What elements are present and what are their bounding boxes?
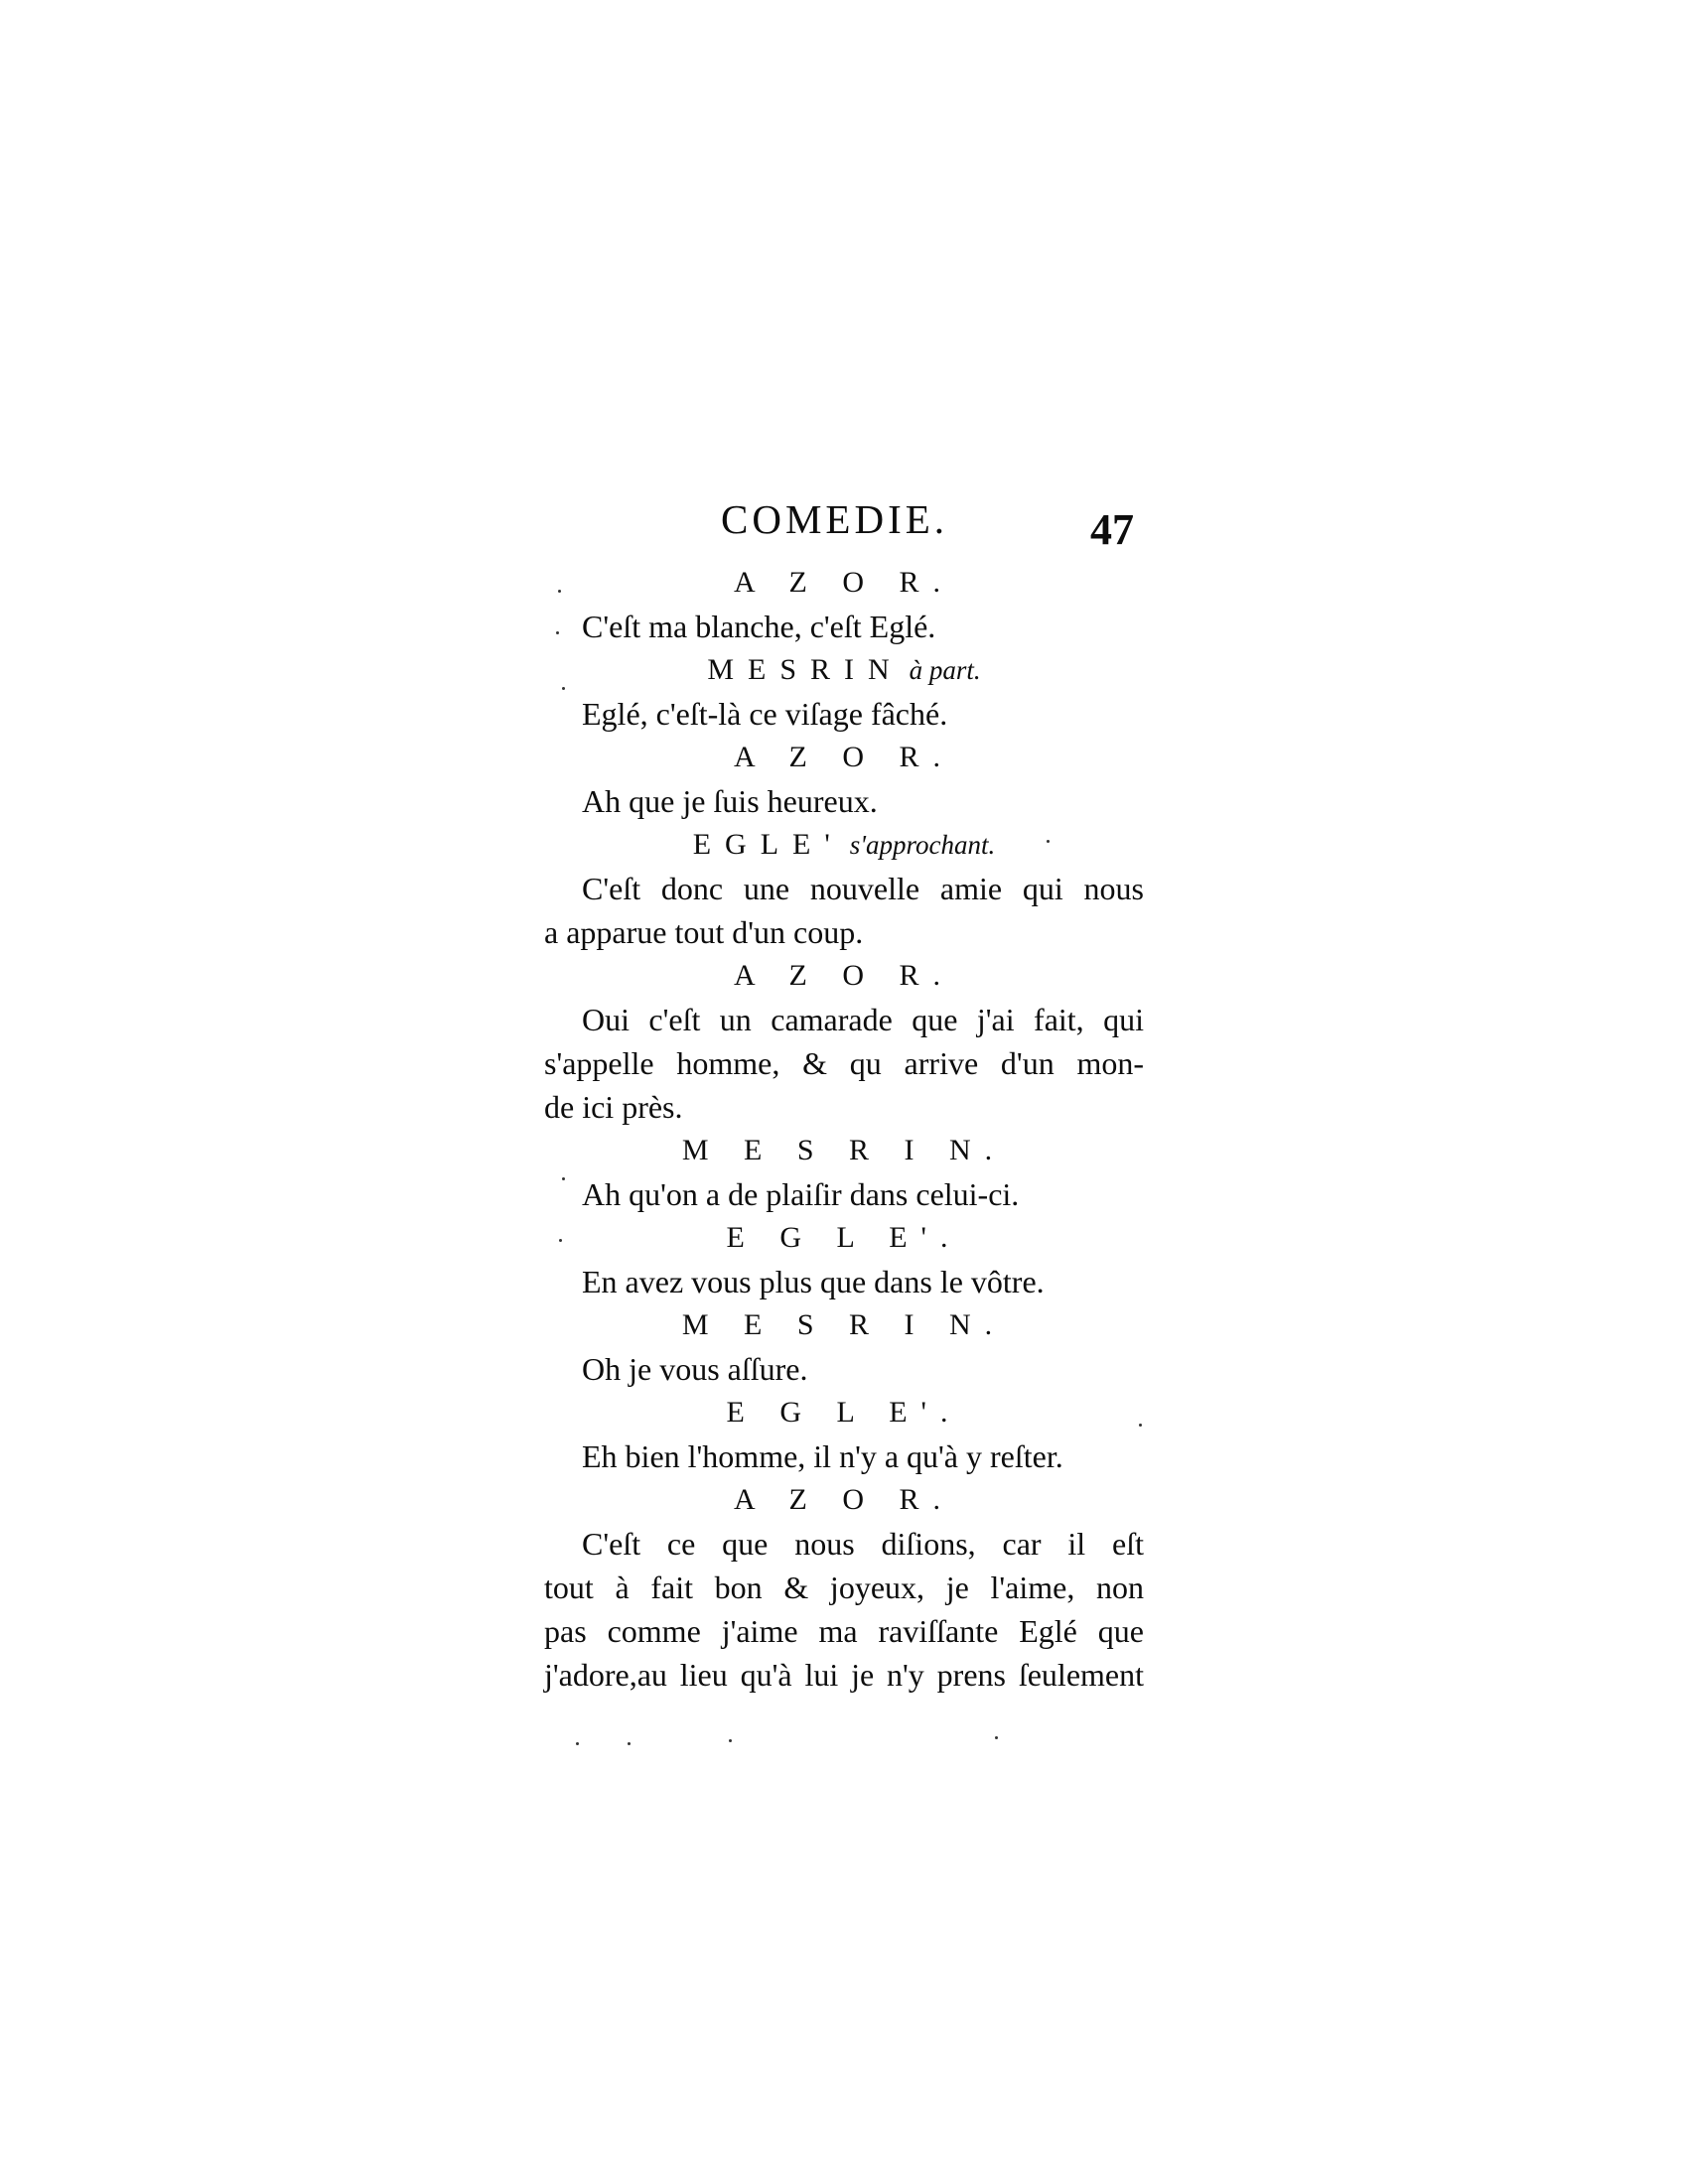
speech (544, 692, 1144, 736)
speaker-heading (544, 561, 1144, 605)
scan-speck (562, 1177, 565, 1180)
speech-line: C'eſt donc une nouvelle amie qui nous (582, 871, 1144, 906)
running-head: COMEDIE. (721, 496, 949, 542)
speech-line: Ah qu'on a de plaiſir dans celui-ci. (582, 1176, 1020, 1212)
speech-line: s'appelle homme, & qu arrive d'un mon- (544, 1045, 1144, 1081)
scan-speck (995, 1736, 998, 1739)
stage-direction: à part. (909, 655, 981, 685)
speaker-heading (544, 648, 1144, 692)
speech-line: C'eſt ce que nous diſions, car il eſt (582, 1526, 1144, 1562)
speaker-name: M E S R I N. (681, 1308, 1007, 1341)
speech-line: j'adore,au lieu qu'à lui je n'y prens ſeulement (544, 1657, 1144, 1693)
speaker-name: MESRIN (707, 653, 904, 686)
speech-line: Ah que je ſuis heureux. (582, 783, 878, 819)
speech (544, 867, 1144, 954)
stage-direction: s'approchant. (849, 830, 996, 860)
speech (544, 1434, 1144, 1478)
speech-line: de ici près. (544, 1089, 683, 1125)
speech-line: a apparue tout d'un coup. (544, 914, 864, 950)
speaker-name: A Z O R. (733, 959, 954, 992)
speaker-name: E G L E'. (726, 1396, 962, 1429)
dialogue-block (544, 561, 1144, 1697)
scan-speck (559, 1239, 562, 1242)
speaker-heading (544, 1391, 1144, 1434)
scan-speck (556, 631, 559, 634)
speaker-heading (544, 823, 1144, 867)
speech (544, 779, 1144, 823)
scan-speck (576, 1742, 579, 1745)
scan-speck (1047, 840, 1050, 843)
speech-line: tout à fait bon & joyeux, je l'aime, non (544, 1570, 1144, 1605)
scan-speck (628, 1742, 631, 1745)
speech-line: Eglé, c'eſt-là ce viſage fâché. (582, 696, 948, 732)
speech-line: C'eſt ma blanche, c'eſt Eglé. (582, 609, 936, 644)
scan-speck (562, 687, 565, 690)
speaker-heading (544, 1129, 1144, 1172)
speaker-name: EGLE' (692, 828, 844, 861)
speech (544, 1172, 1144, 1216)
speaker-heading (544, 736, 1144, 779)
speaker-name: M E S R I N. (681, 1134, 1007, 1166)
speech-line: En avez vous plus que dans le vôtre. (582, 1264, 1045, 1299)
speaker-name: E G L E'. (726, 1221, 962, 1254)
speaker-heading (544, 1478, 1144, 1522)
speech-line: pas comme j'aime ma raviſſante Eglé que (544, 1613, 1144, 1649)
speaker-heading (544, 1303, 1144, 1347)
speaker-heading (544, 1216, 1144, 1260)
speech (544, 605, 1144, 648)
speech-line: Eh bien l'homme, il n'y a qu'à y reſter. (582, 1438, 1063, 1474)
speaker-name: A Z O R. (733, 566, 954, 599)
speech (544, 1260, 1144, 1303)
scan-speck (1139, 1424, 1142, 1427)
scan-speck (558, 590, 561, 593)
speaker-heading (544, 954, 1144, 998)
speaker-name: A Z O R. (733, 1483, 954, 1516)
speaker-name: A Z O R. (733, 741, 954, 773)
scan-speck (729, 1739, 732, 1742)
speech (544, 1522, 1144, 1697)
speech-line: Oui c'eſt un camarade que j'ai fait, qui (582, 1002, 1144, 1037)
page-number: 47 (1090, 505, 1134, 554)
speech-line: Oh je vous aſſure. (582, 1351, 808, 1387)
speech (544, 1347, 1144, 1391)
speech (544, 998, 1144, 1129)
